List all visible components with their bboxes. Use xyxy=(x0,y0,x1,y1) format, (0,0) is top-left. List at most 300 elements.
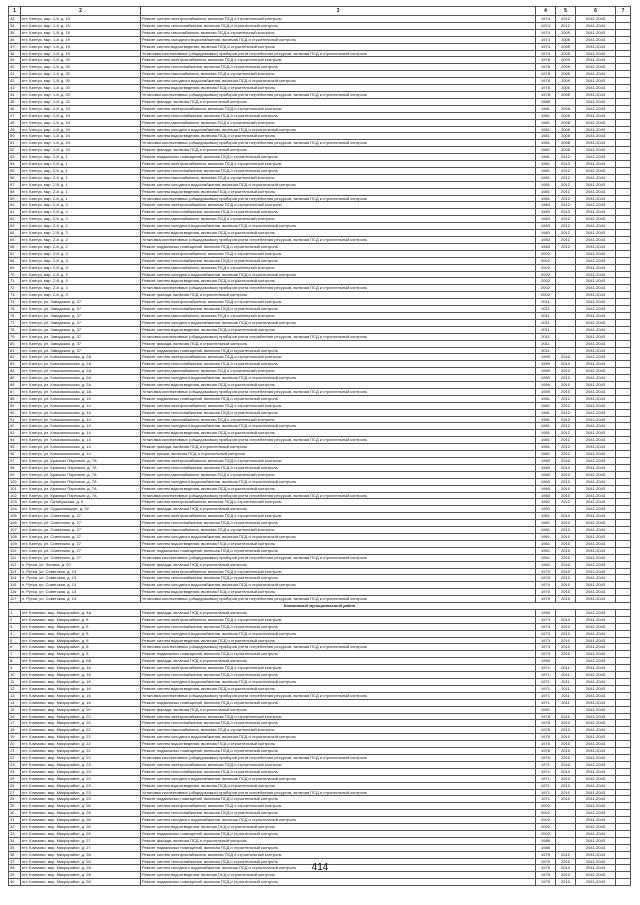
work-type-cell: Ремонт систем водоотведения, включая ПСД и строительный контроль xyxy=(141,540,536,547)
address-cell: пгт. Кантуз, ул. Советская, д. 27 xyxy=(21,513,141,520)
planned-period-cell: 2041-2043 xyxy=(576,630,616,637)
table-row xyxy=(9,803,631,810)
extra-cell xyxy=(616,237,631,244)
extra-cell xyxy=(616,830,631,837)
extra-cell xyxy=(616,29,631,36)
work-type-cell: Ремонт систем холодного водоснабжения, включая ПСД и строительный контроль xyxy=(141,181,536,188)
row-number-cell: 76 xyxy=(9,312,21,319)
row-number-cell: 15 xyxy=(9,706,21,713)
extra-cell xyxy=(616,464,631,471)
address-cell: пгт. Кантуз, ул. Комсомольская, д. 14 xyxy=(21,437,141,444)
last-repair-year-cell: 2011 xyxy=(556,685,576,692)
work-type-cell: Ремонт систем газоснабжения, включая ПСД и строительный контроль xyxy=(141,174,536,181)
work-type-cell: Ремонт систем теплоснабжения, включая ПСД и строительный контроль xyxy=(141,112,536,119)
row-number-cell: 36 xyxy=(9,851,21,858)
planned-period-cell: 2041-2043 xyxy=(576,29,616,36)
planned-period-cell: 2041-2043 xyxy=(576,609,616,616)
address-cell: пгт. Климово, мкр. Микрорайон, д. 26 xyxy=(21,810,141,817)
last-repair-year-cell: 2011 xyxy=(556,692,576,699)
last-repair-year-cell: 2010 xyxy=(556,768,576,775)
row-number-cell: 38 xyxy=(9,50,21,57)
extra-cell xyxy=(616,499,631,506)
planned-period-cell: 2041-2043 xyxy=(576,36,616,43)
work-type-cell: Установка коллективных (общедомовых) приборов учета потребления ресурсов, включая ПСД и строительный контроль xyxy=(141,140,536,147)
extra-cell xyxy=(616,278,631,285)
table-row xyxy=(9,727,631,734)
work-type-cell: Ремонт систем теплоснабжения, включая ПСД и строительный контроль xyxy=(141,623,536,630)
planned-period-cell: 2041-2043 xyxy=(576,547,616,554)
address-cell: пгт. Кантуз, мкр. 1-й, д. 20 xyxy=(21,91,141,98)
row-number-cell: 32 xyxy=(9,824,21,831)
planned-period-cell: 2041-2043 xyxy=(576,237,616,244)
table-row xyxy=(9,361,631,368)
year-built-cell: 2011 xyxy=(536,306,556,313)
last-repair-year-cell: 2010 xyxy=(556,458,576,465)
extra-cell xyxy=(616,630,631,637)
table-row xyxy=(9,623,631,630)
planned-period-cell: 2041-2043 xyxy=(576,423,616,430)
work-type-cell: Ремонт систем водоотведения, включая ПСД и строительный контроль xyxy=(141,43,536,50)
last-repair-year-cell: 2012 xyxy=(556,154,576,161)
last-repair-year-cell xyxy=(556,257,576,264)
planned-period-cell: 2041-2043 xyxy=(576,126,616,133)
row-number-cell: 35 xyxy=(9,29,21,36)
address-cell: пгт. Климово, мкр. Микрорайон, д. 28 xyxy=(21,858,141,865)
extra-cell xyxy=(616,395,631,402)
address-cell: пгт. Кантуз, мкр. 2-й, д. 1 xyxy=(21,195,141,202)
work-type-cell: Ремонт подвальных помещений, включая ПСД и строительный контроль xyxy=(141,830,536,837)
row-number-cell: 67 xyxy=(9,250,21,257)
row-number-cell: 4 xyxy=(9,630,21,637)
row-number-cell: 65 xyxy=(9,237,21,244)
year-built-cell: 1981 xyxy=(536,444,556,451)
row-number-cell: 107 xyxy=(9,527,21,534)
table-row xyxy=(9,147,631,154)
planned-period-cell: 2041-2043 xyxy=(576,865,616,872)
row-number-cell: 112 xyxy=(9,561,21,568)
planned-period-cell: 2041-2043 xyxy=(576,830,616,837)
address-cell: пгт. Кантуз, ул. Заводская, д. 37 xyxy=(21,340,141,347)
planned-period-cell: 2041-2043 xyxy=(576,810,616,817)
extra-cell xyxy=(616,506,631,513)
last-repair-year-cell: 2008 xyxy=(556,112,576,119)
row-number-cell: 60 xyxy=(9,202,21,209)
extra-cell xyxy=(616,485,631,492)
last-repair-year-cell xyxy=(556,271,576,278)
year-built-cell: 1981 xyxy=(536,402,556,409)
address-cell: пгт. Кантуз, мкр. 2-й, д. 3 xyxy=(21,285,141,292)
table-row xyxy=(9,154,631,161)
work-type-cell: Ремонт систем электроснабжения, включая ПСД и строительный контроль xyxy=(141,713,536,720)
extra-cell xyxy=(616,195,631,202)
row-number-cell: 55 xyxy=(9,167,21,174)
work-type-cell: Ремонт фасада, включая ПСД и строительный контроль xyxy=(141,98,536,105)
table-row xyxy=(9,499,631,506)
row-number-cell: 110 xyxy=(9,547,21,554)
year-built-cell: 1981 xyxy=(536,174,556,181)
table-row xyxy=(9,133,631,140)
planned-period-cell: 2041-2043 xyxy=(576,326,616,333)
address-cell: пгт. Кантуз, мкр. 2-й, д. 1 xyxy=(21,154,141,161)
table-row xyxy=(9,195,631,202)
year-built-cell: 1975 xyxy=(536,851,556,858)
table-row xyxy=(9,651,631,658)
work-type-cell: Ремонт систем водоотведения, включая ПСД и строительный контроль xyxy=(141,188,536,195)
last-repair-year-cell: 2005 xyxy=(556,91,576,98)
last-repair-year-cell: 2008 xyxy=(556,119,576,126)
row-number-cell: 105 xyxy=(9,513,21,520)
year-built-cell: 2011 xyxy=(536,312,556,319)
row-number-cell: 106 xyxy=(9,520,21,527)
planned-period-cell: 2041-2043 xyxy=(576,64,616,71)
last-repair-year-cell xyxy=(556,306,576,313)
table-row xyxy=(9,306,631,313)
row-number-cell: 56 xyxy=(9,174,21,181)
address-cell: пгт. Кантуз, ул. Комсомольская, д. 2А xyxy=(21,375,141,382)
table-row xyxy=(9,388,631,395)
extra-cell xyxy=(616,458,631,465)
row-number-cell: 6 xyxy=(9,644,21,651)
work-type-cell: Ремонт систем электроснабжения, включая ПСД и строительный контроль xyxy=(141,202,536,209)
extra-cell xyxy=(616,50,631,57)
extra-cell xyxy=(616,444,631,451)
extra-cell xyxy=(616,561,631,568)
address-cell: пгт. Климово, мкр. Микрорайон, д. 9А xyxy=(21,658,141,665)
row-number-cell: 91 xyxy=(9,416,21,423)
table-row xyxy=(9,582,631,589)
work-type-cell: Ремонт подвальных помещений, включая ПСД и строительный контроль xyxy=(141,796,536,803)
table-row xyxy=(9,879,631,886)
planned-period-cell: 2041-2043 xyxy=(576,748,616,755)
row-number-cell: 111 xyxy=(9,554,21,561)
row-number-cell: 62 xyxy=(9,216,21,223)
planned-period-cell: 2041-2043 xyxy=(576,312,616,319)
row-number-cell: 74 xyxy=(9,299,21,306)
table-row xyxy=(9,734,631,741)
planned-period-cell: 2041-2043 xyxy=(576,741,616,748)
last-repair-year-cell: 2012 xyxy=(556,402,576,409)
table-row xyxy=(9,423,631,430)
planned-period-cell: 2041-2043 xyxy=(576,105,616,112)
year-built-cell: 1994 xyxy=(536,609,556,616)
work-type-cell: Ремонт систем холодного водоснабжения, включая ПСД и строительный контроль xyxy=(141,775,536,782)
work-type-cell: Ремонт систем водоотведения, включая ПСД и строительный контроль xyxy=(141,382,536,389)
address-cell: пгт. Кантуз, ул. Комсомольская, д. 14 xyxy=(21,444,141,451)
year-built-cell: 1975 xyxy=(536,879,556,886)
last-repair-year-cell: 2012 xyxy=(556,451,576,458)
planned-period-cell: 2041-2043 xyxy=(576,471,616,478)
table-row xyxy=(9,561,631,568)
table-row xyxy=(9,223,631,230)
planned-period-cell: 2041-2043 xyxy=(576,257,616,264)
row-number-cell: 70 xyxy=(9,271,21,278)
table-row xyxy=(9,230,631,237)
address-cell: пгт. Климово, мкр. Микрорайон, д. 16 xyxy=(21,699,141,706)
extra-cell xyxy=(616,140,631,147)
year-built-cell: 1961 xyxy=(536,527,556,534)
work-type-cell: Установка коллективных (общедомовых) приборов учета потребления ресурсов, включая ПСД и строительный контроль xyxy=(141,437,536,444)
row-number-cell: 93 xyxy=(9,430,21,437)
address-cell: пгт. Кантуз, мкр. 2-й, д. 3 xyxy=(21,257,141,264)
planned-period-cell: 2041-2043 xyxy=(576,768,616,775)
extra-cell xyxy=(616,105,631,112)
address-cell: пгт. Климово, мкр. Микрорайон, д. 22 xyxy=(21,754,141,761)
table-row xyxy=(9,589,631,596)
table-row xyxy=(9,250,631,257)
table-row xyxy=(9,554,631,561)
address-cell: пгт. Климово, мкр. Микрорайон, д. 28 xyxy=(21,872,141,879)
year-built-cell: 2002 xyxy=(536,803,556,810)
row-number-cell: 84 xyxy=(9,368,21,375)
year-built-cell: 1978 xyxy=(536,64,556,71)
work-type-cell: Ремонт подвальных помещений, включая ПСД и строительный контроль xyxy=(141,154,536,161)
year-built-cell: 1960 xyxy=(536,485,556,492)
planned-period-cell: 2041-2043 xyxy=(576,679,616,686)
planned-period-cell: 2041-2043 xyxy=(576,133,616,140)
table-row xyxy=(9,437,631,444)
work-type-cell: Ремонт фасада, включая ПСД и строительный контроль xyxy=(141,658,536,665)
work-type-cell: Установка коллективных (общедомовых) приборов учета потребления ресурсов, включая ПСД и строительный контроль xyxy=(141,388,536,395)
work-type-cell: Ремонт систем электроснабжения, включая ПСД и строительный контроль xyxy=(141,105,536,112)
extra-cell xyxy=(616,568,631,575)
planned-period-cell: 2041-2043 xyxy=(576,292,616,299)
address-cell: пгт. Климово, мкр. Микрорайон, д. 23 xyxy=(21,796,141,803)
table-row xyxy=(9,713,631,720)
extra-cell xyxy=(616,727,631,734)
planned-period-cell: 2041-2043 xyxy=(576,485,616,492)
address-cell: пгт. Климово, мкр. Микрорайон, д. 22 xyxy=(21,748,141,755)
planned-period-cell: 2041-2043 xyxy=(576,796,616,803)
address-cell: пгт. Кантуз, ул. Советская, д. 27 xyxy=(21,554,141,561)
last-repair-year-cell xyxy=(556,810,576,817)
row-number-cell: 8 xyxy=(9,658,21,665)
year-built-cell: 1970 xyxy=(536,596,556,603)
column-number-cell: 6 xyxy=(576,7,616,16)
address-cell: пгт. Кантуз, ул. Комсомольская, д. 14 xyxy=(21,395,141,402)
last-repair-year-cell: 2010 xyxy=(556,368,576,375)
last-repair-year-cell: 2010 xyxy=(556,561,576,568)
last-repair-year-cell: 2008 xyxy=(556,36,576,43)
planned-period-cell: 2041-2043 xyxy=(576,230,616,237)
work-type-cell: Ремонт систем теплоснабжения, включая ПСД и строительный контроль xyxy=(141,64,536,71)
work-type-cell: Ремонт фасада, включая ПСД и строительный контроль xyxy=(141,444,536,451)
row-number-cell: 28 xyxy=(9,796,21,803)
work-type-cell: Ремонт систем газоснабжения, включая ПСД и строительный контроль xyxy=(141,312,536,319)
year-built-cell: 1981 xyxy=(536,181,556,188)
table-row xyxy=(9,837,631,844)
last-repair-year-cell: 2012 xyxy=(556,216,576,223)
last-repair-year-cell: 2010 xyxy=(556,741,576,748)
last-repair-year-cell: 2010 xyxy=(556,630,576,637)
row-number-cell: 59 xyxy=(9,195,21,202)
planned-period-cell: 2041-2043 xyxy=(576,167,616,174)
year-built-cell: 1981 xyxy=(536,140,556,147)
work-type-cell: Ремонт систем теплоснабжения, включая ПСД и строительный контроль xyxy=(141,167,536,174)
planned-period-cell: 2041-2043 xyxy=(576,209,616,216)
work-type-cell: Ремонт систем холодного водоснабжения, включая ПСД и строительный контроль xyxy=(141,478,536,485)
planned-period-cell: 2041-2043 xyxy=(576,520,616,527)
extra-cell xyxy=(616,202,631,209)
address-cell: п. Рутка, ул. Советская, д. 13 xyxy=(21,568,141,575)
address-cell: пгт. Кантуз, ул. Советская, д. 27 xyxy=(21,527,141,534)
row-number-cell: 66 xyxy=(9,243,21,250)
extra-cell xyxy=(616,326,631,333)
extra-cell xyxy=(616,492,631,499)
last-repair-year-cell: 2010 xyxy=(556,879,576,886)
address-cell: пгт. Климово, мкр. Микрорайон, д. 22 xyxy=(21,727,141,734)
work-type-cell: Ремонт систем водоотведения, включая ПСД и строительный контроль xyxy=(141,278,536,285)
address-cell: пгт. Кантуз, мкр. 2-й, д. 3 xyxy=(21,292,141,299)
table-row xyxy=(9,36,631,43)
address-cell: пгт. Кантуз, мкр. 1-й, д. 20 xyxy=(21,64,141,71)
row-number-cell: 22 xyxy=(9,754,21,761)
year-built-cell: 1973 xyxy=(536,637,556,644)
extra-cell xyxy=(616,22,631,29)
last-repair-year-cell xyxy=(556,817,576,824)
planned-period-cell: 2041-2043 xyxy=(576,665,616,672)
last-repair-year-cell xyxy=(556,278,576,285)
year-built-cell: 2011 xyxy=(536,326,556,333)
address-cell: пгт. Кантуз, мкр. 2-й, д. 1 xyxy=(21,188,141,195)
planned-period-cell: 2041-2043 xyxy=(576,444,616,451)
year-built-cell: 2002 xyxy=(536,810,556,817)
last-repair-year-cell: 2010 xyxy=(556,754,576,761)
planned-period-cell: 2041-2043 xyxy=(576,50,616,57)
address-cell: пгт. Климово, мкр. Микрорайон, д. 8 xyxy=(21,616,141,623)
year-built-cell: 2011 xyxy=(536,347,556,354)
extra-cell xyxy=(616,174,631,181)
last-repair-year-cell: 2010 xyxy=(556,748,576,755)
year-built-cell: 1981 xyxy=(536,167,556,174)
last-repair-year-cell xyxy=(556,250,576,257)
row-number-cell: 40 xyxy=(9,879,21,886)
last-repair-year-cell: 2009 xyxy=(556,78,576,85)
row-number-cell: 86 xyxy=(9,382,21,389)
address-cell: пгт. Кантуз, мкр. 1-й, д. 19 xyxy=(21,29,141,36)
table-row xyxy=(9,796,631,803)
last-repair-year-cell: 2010 xyxy=(556,382,576,389)
row-number-cell: 114 xyxy=(9,575,21,582)
work-type-cell: Ремонт систем холодного водоснабжения, включая ПСД и строительный контроль xyxy=(141,865,536,872)
table-row xyxy=(9,775,631,782)
table-row xyxy=(9,844,631,851)
extra-cell xyxy=(616,209,631,216)
work-type-cell: Ремонт фасада, включая ПСД и строительный контроль xyxy=(141,147,536,154)
planned-period-cell: 2041-2043 xyxy=(576,554,616,561)
address-cell: пгт. Кантуз, мкр. 1-й, д. 24 xyxy=(21,147,141,154)
last-repair-year-cell: 2010 xyxy=(556,471,576,478)
table-row xyxy=(9,78,631,85)
row-number-cell: 31 xyxy=(9,817,21,824)
extra-cell xyxy=(616,64,631,71)
row-number-cell: 92 xyxy=(9,423,21,430)
extra-cell xyxy=(616,582,631,589)
work-type-cell: Ремонт подвальных помещений, включая ПСД и строительный контроль xyxy=(141,879,536,886)
table-row xyxy=(9,237,631,244)
extra-cell xyxy=(616,651,631,658)
address-cell: пгт. Кантуз, мкр. 1-й, д. 24 xyxy=(21,119,141,126)
row-number-cell: 68 xyxy=(9,257,21,264)
work-type-cell: Ремонт систем водоотведения, включая ПСД и строительный контроль xyxy=(141,326,536,333)
row-number-cell: 25 xyxy=(9,775,21,782)
extra-cell xyxy=(616,368,631,375)
address-cell: пгт. Кантуз, ул. Комсомольская, д. 2А xyxy=(21,388,141,395)
address-cell: пгт. Кантуз, ул. Заводская, д. 37 xyxy=(21,326,141,333)
extra-cell xyxy=(616,879,631,886)
address-cell: пгт. Климово, мкр. Микрорайон, д. 28 xyxy=(21,865,141,872)
last-repair-year-cell: 2010 xyxy=(556,568,576,575)
work-type-cell: Ремонт систем электроснабжения, включая ПСД и строительный контроль xyxy=(141,803,536,810)
last-repair-year-cell: 2009 xyxy=(556,64,576,71)
work-type-cell: Ремонт фасада, включая ПСД и строительный контроль xyxy=(141,609,536,616)
year-built-cell: 1962 xyxy=(536,499,556,506)
row-number-cell: 45 xyxy=(9,98,21,105)
table-row xyxy=(9,188,631,195)
section-title: Климовский муниципальный район xyxy=(9,603,631,610)
row-number-cell: 87 xyxy=(9,388,21,395)
planned-period-cell: 2041-2043 xyxy=(576,575,616,582)
row-number-cell: 11 xyxy=(9,679,21,686)
work-type-cell: Ремонт систем теплоснабжения, включая ПСД и строительный контроль xyxy=(141,858,536,865)
extra-cell xyxy=(616,734,631,741)
last-repair-year-cell xyxy=(556,312,576,319)
row-number-cell: 38 xyxy=(9,865,21,872)
table-row xyxy=(9,368,631,375)
extra-cell xyxy=(616,796,631,803)
year-built-cell: 1981 xyxy=(536,126,556,133)
table-row xyxy=(9,181,631,188)
table-row xyxy=(9,16,631,23)
work-type-cell: Ремонт систем газоснабжения, включая ПСД и строительный контроль xyxy=(141,527,536,534)
last-repair-year-cell: 2010 xyxy=(556,485,576,492)
row-number-cell: 3 xyxy=(9,623,21,630)
row-number-cell: 39 xyxy=(9,57,21,64)
row-number-cell: 44 xyxy=(9,91,21,98)
table-row xyxy=(9,672,631,679)
planned-period-cell: 2041-2043 xyxy=(576,775,616,782)
year-built-cell: 1981 xyxy=(536,395,556,402)
planned-period-cell: 2041-2043 xyxy=(576,271,616,278)
extra-cell xyxy=(616,692,631,699)
work-type-cell: Ремонт фасада, включая ПСД и строительный контроль xyxy=(141,837,536,844)
address-cell: пгт. Кантуз, мкр. 1-й, д. 20 xyxy=(21,57,141,64)
work-type-cell: Установка коллективных (общедомовых) приборов учета потребления ресурсов, включая ПСД и строительный контроль xyxy=(141,195,536,202)
table-row xyxy=(9,312,631,319)
last-repair-year-cell: 2010 xyxy=(556,865,576,872)
last-repair-year-cell: 2012 xyxy=(556,395,576,402)
year-built-cell: 1981 xyxy=(536,112,556,119)
extra-cell xyxy=(616,423,631,430)
work-type-cell: Ремонт систем холодного водоснабжения, включая ПСД и строительный контроль xyxy=(141,375,536,382)
work-type-cell: Ремонт подвальных помещений, включая ПСД и строительный контроль xyxy=(141,547,536,554)
row-number-cell: 9 xyxy=(9,665,21,672)
year-built-cell: 1976 xyxy=(536,734,556,741)
work-type-cell: Ремонт систем электроснабжения, включая ПСД и строительный контроль xyxy=(141,568,536,575)
year-built-cell: 1981 xyxy=(536,188,556,195)
table-row xyxy=(9,748,631,755)
planned-period-cell: 2041-2043 xyxy=(576,727,616,734)
extra-cell xyxy=(616,299,631,306)
row-number-cell: 101 xyxy=(9,485,21,492)
work-type-cell: Установка коллективных (общедомовых) приборов учета потребления ресурсов, включая ПСД и строительный контроль xyxy=(141,596,536,603)
year-built-cell: 1975 xyxy=(536,865,556,872)
work-type-cell: Ремонт систем электроснабжения, включая ПСД и строительный контроль xyxy=(141,161,536,168)
work-type-cell: Ремонт систем теплоснабжения, включая ПСД и строительный контроль xyxy=(141,768,536,775)
work-type-cell: Ремонт систем водоотведения, включая ПСД и строительный контроль xyxy=(141,133,536,140)
extra-cell xyxy=(616,478,631,485)
address-cell: пгт. Кантуз, ул. Красных Партизан, д. 7А xyxy=(21,478,141,485)
year-built-cell: 1976 xyxy=(536,748,556,755)
